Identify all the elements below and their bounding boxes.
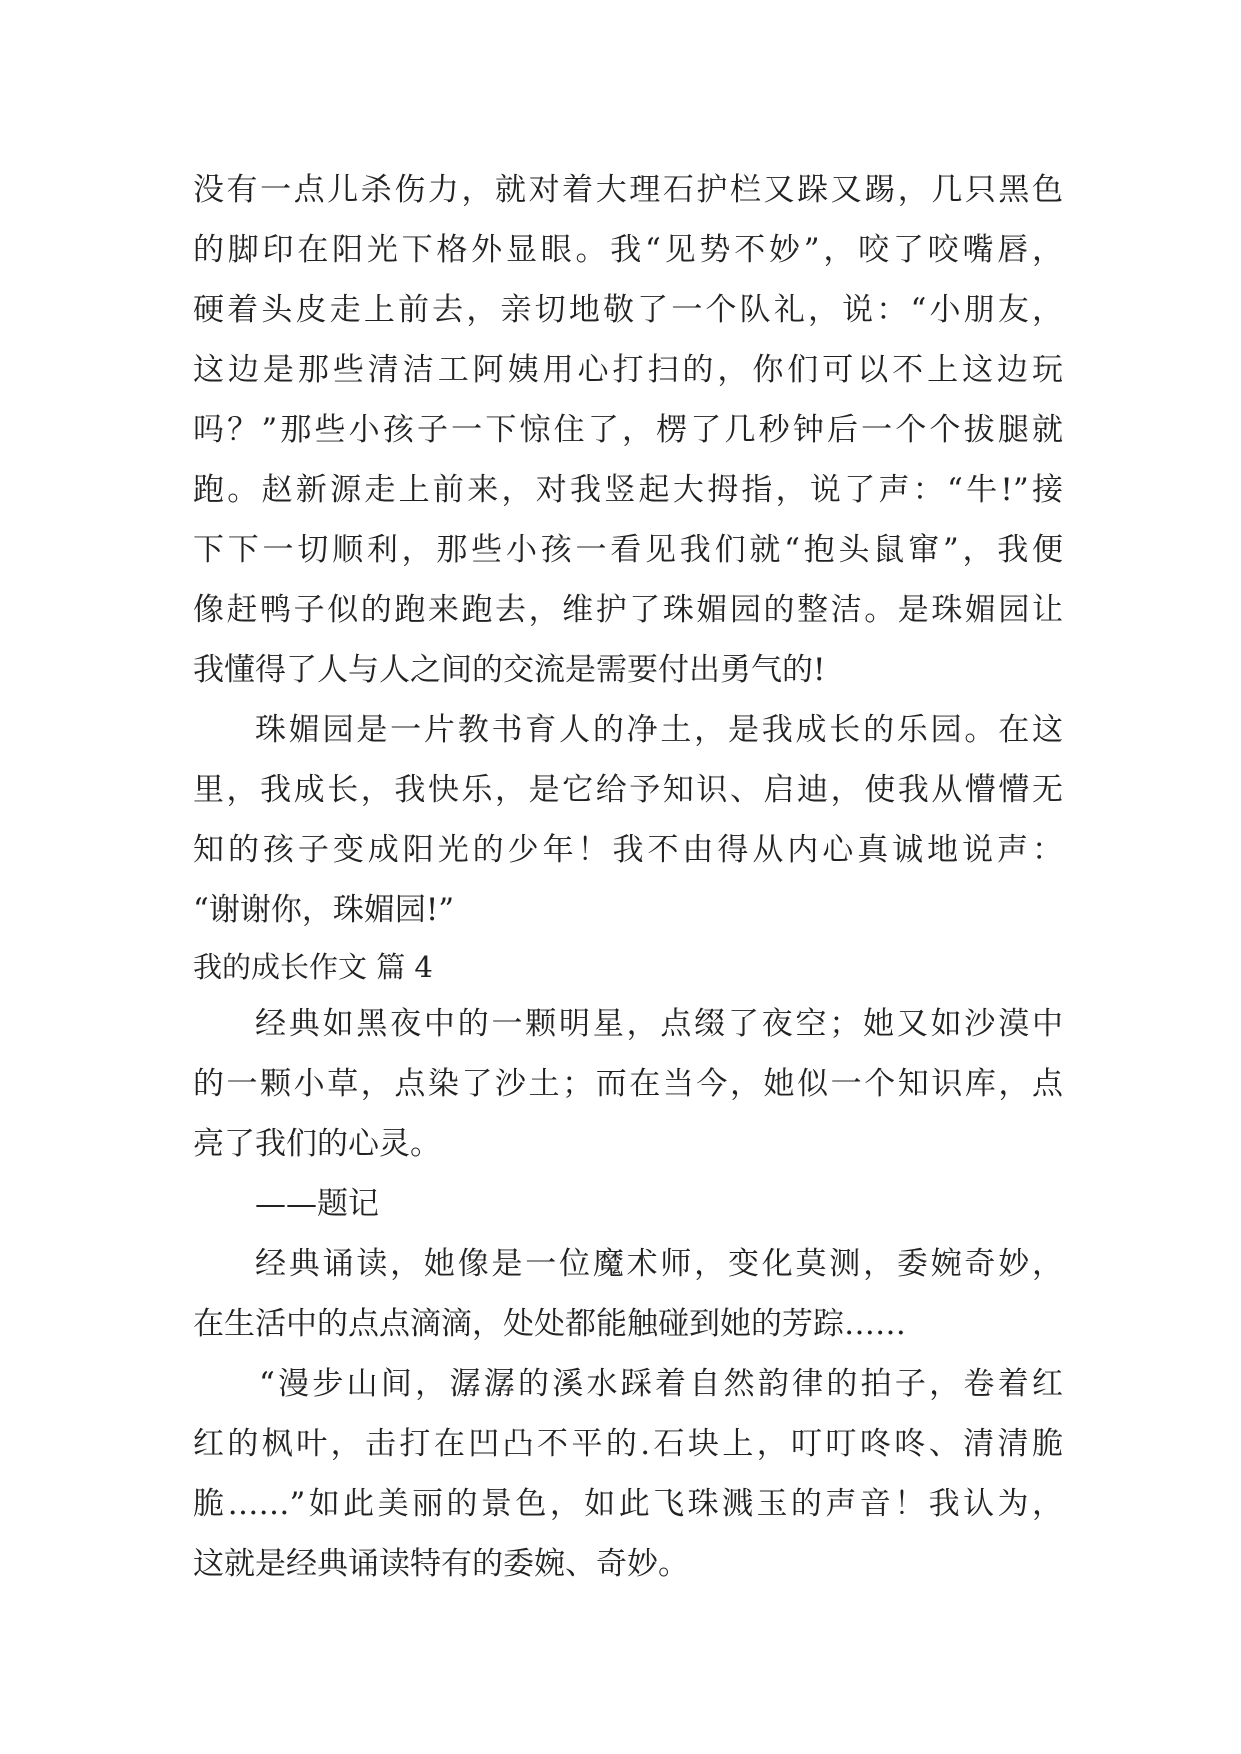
text-line: 这边是那些清洁工阿姨用心打扫的，你们可以不上这边玩	[193, 352, 1063, 388]
epigraph-note: ——题记	[255, 1186, 379, 1222]
text-line: 跑。赵新源走上前来，对我竖起大拇指，说了声：“牛!”接	[193, 472, 1063, 508]
text-line: 的脚印在阳光下格外显眼。我“见势不妙”，咬了咬嘴唇，	[193, 232, 1063, 268]
section-heading: 我的成长作文 篇 4	[193, 950, 433, 984]
paragraph-start: 珠媚园是一片教书育人的净土，是我成长的乐园。在这	[255, 712, 1063, 748]
document-body	[193, 160, 1063, 1594]
text-line: 亮了我们的心灵。	[193, 1126, 441, 1162]
paragraph-start: “漫步山间，潺潺的溪水踩着自然韵律的拍子，卷着红	[259, 1366, 1063, 1402]
text-line: 脆……”如此美丽的景色，如此飞珠溅玉的声音！我认为，	[193, 1486, 1063, 1522]
text-line: 我懂得了人与人之间的交流是需要付出勇气的!	[193, 652, 826, 688]
paragraph-start: 经典如黑夜中的一颗明星，点缀了夜空；她又如沙漠中	[255, 1006, 1063, 1042]
text-line: 吗？”那些小孩子一下惊住了，楞了几秒钟后一个个拔腿就	[193, 412, 1063, 448]
text-line: 下下一切顺利，那些小孩一看见我们就“抱头鼠窜”，我便	[193, 532, 1063, 568]
text-line: “谢谢你，珠媚园!”	[193, 892, 455, 928]
text-line: 知的孩子变成阳光的少年！我不由得从内心真诚地说声：	[193, 832, 1063, 868]
text-line: 的一颗小草，点染了沙土；而在当今，她似一个知识库，点	[193, 1066, 1063, 1102]
text-line: 里，我成长，我快乐，是它给予知识、启迪，使我从懵懵无	[193, 772, 1063, 808]
text-line: 在生活中的点点滴滴，处处都能触碰到她的芳踪……	[193, 1306, 906, 1342]
paragraph-start: 经典诵读，她像是一位魔术师，变化莫测，委婉奇妙，	[255, 1246, 1063, 1282]
text-line: 没有一点儿杀伤力，就对着大理石护栏又跺又踢，几只黑色	[193, 172, 1063, 208]
text-line: 这就是经典诵读特有的委婉、奇妙。	[193, 1546, 689, 1582]
text-line: 红的枫叶，击打在凹凸不平的.石块上，叮叮咚咚、清清脆	[193, 1426, 1063, 1462]
text-line: 硬着头皮走上前去，亲切地敬了一个队礼，说：“小朋友，	[193, 292, 1063, 328]
text-line: 像赶鸭子似的跑来跑去，维护了珠媚园的整洁。是珠媚园让	[193, 592, 1063, 628]
